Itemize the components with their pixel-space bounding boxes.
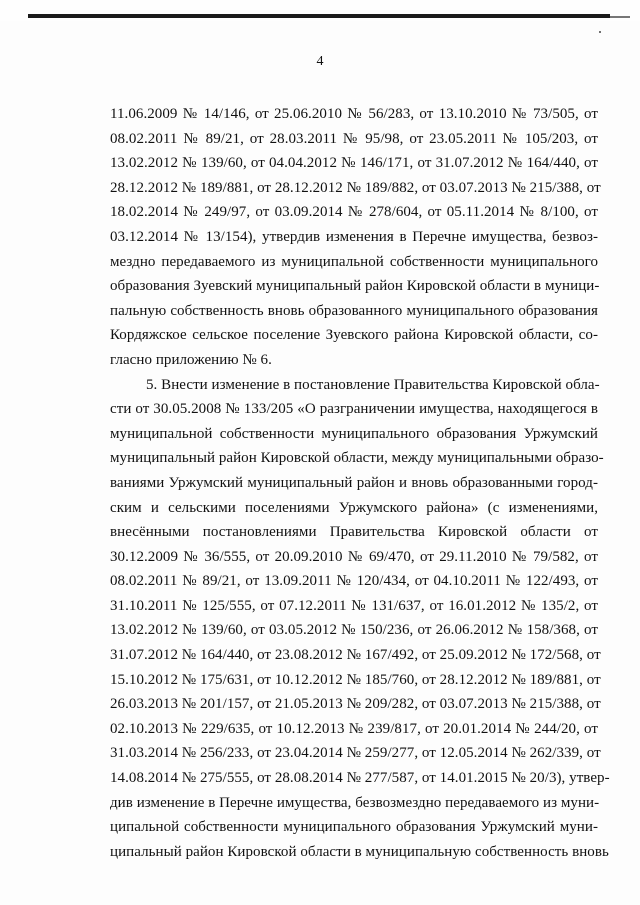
text-line: ваниями Уржумский муниципальный район и вновь образованными город-: [110, 474, 598, 491]
text-line: 28.12.2012 № 189/881, от 28.12.2012 № 189/882, от 03.07.2013 № 215/388, от: [110, 179, 601, 196]
text-line: 11.06.2009 № 14/146, от 25.06.2010 № 56/283, от 13.10.2010 № 73/505, от: [110, 106, 598, 122]
scan-top-rule: [28, 14, 610, 18]
text-line: Кордяжское сельское поселение Зуевского района Кировской области, со-: [110, 327, 598, 344]
text-line: 14.08.2014 № 275/555, от 28.08.2014 № 277/587, от 14.01.2015 № 20/3), утвер-: [110, 770, 610, 787]
text-line: 03.12.2014 № 13/154), утвердив изменения в Перечне имущества, безвоз-: [110, 228, 598, 245]
text-line: 13.02.2012 № 139/60, от 04.04.2012 № 146/171, от 31.07.2012 № 164/440, от: [110, 155, 598, 172]
text-line: 08.02.2011 № 89/21, от 28.03.2011 № 95/98, от 23.05.2011 № 105/203, от: [110, 130, 598, 147]
text-line: ципальной собственности муниципального образования Уржумский муни-: [110, 819, 598, 836]
paragraph-continuation: [110, 102, 601, 373]
text-line: пальную собственность вновь образованного муниципального образования: [110, 302, 598, 319]
text-line: ским и сельскими поселениями Уржумского района» (с изменениями,: [110, 499, 598, 516]
text-line: 26.03.2013 № 201/157, от 21.05.2013 № 209/282, от 03.07.2013 № 215/388, от: [110, 696, 601, 713]
text-line: 15.10.2012 № 175/631, от 10.12.2012 № 185/760, от 28.12.2012 № 189/881, от: [110, 671, 601, 688]
text-line: образования Зуевский муниципальный район Кировской области в муници-: [110, 278, 600, 295]
scan-speck: [599, 31, 601, 33]
document-body: [110, 102, 610, 864]
text-line: 13.02.2012 № 139/60, от 03.05.2012 № 150/236, от 26.06.2012 № 158/368, от: [110, 622, 598, 639]
text-line: мездно передаваемого из муниципальной собственности муниципального: [110, 253, 598, 270]
scan-top-rule-tail: [610, 16, 630, 18]
paragraph-5: [110, 373, 610, 865]
text-line: див изменение в Перечне имущества, безвозмездно передаваемого из муни-: [110, 794, 600, 811]
page-number: 4: [316, 54, 324, 69]
text-line: ципальный район Кировской области в муниципальную собственность вновь: [110, 843, 609, 860]
text-line: 31.03.2014 № 256/233, от 23.04.2014 № 259/277, от 12.05.2014 № 262/339, от: [110, 745, 601, 762]
text-line: 31.10.2011 № 125/555, от 07.12.2011 № 131/637, от 16.01.2012 № 135/2, от: [110, 597, 598, 614]
text-line: сти от 30.05.2008 № 133/205 «О разграничении имущества, находящегося в: [110, 401, 598, 418]
text-line: внесёнными постановлениями Правительства Кировской области от: [110, 524, 598, 541]
text-line: муниципальный район Кировской области, между муниципальными образо-: [110, 450, 604, 467]
text-line: 31.07.2012 № 164/440, от 23.08.2012 № 167/492, от 25.09.2012 № 172/568, от: [110, 647, 601, 664]
text-line: 30.12.2009 № 36/555, от 20.09.2010 № 69/470, от 29.11.2010 № 79/582, от: [110, 548, 598, 565]
text-line: гласно приложению № 6.: [110, 351, 272, 368]
text-line: муниципальной собственности муниципального образования Уржумский: [110, 425, 598, 442]
text-line: 08.02.2011 № 89/21, от 13.09.2011 № 120/434, от 04.10.2011 № 122/493, от: [110, 573, 598, 590]
text-line: 02.10.2013 № 229/635, от 10.12.2013 № 239/817, от 20.01.2014 № 244/20, от: [110, 720, 598, 737]
paragraph-first-line: 5. Внести изменение в постановление Правительства Кировской обла-: [146, 376, 600, 393]
text-line: 18.02.2014 № 249/97, от 03.09.2014 № 278/604, от 05.11.2014 № 8/100, от: [110, 204, 598, 221]
